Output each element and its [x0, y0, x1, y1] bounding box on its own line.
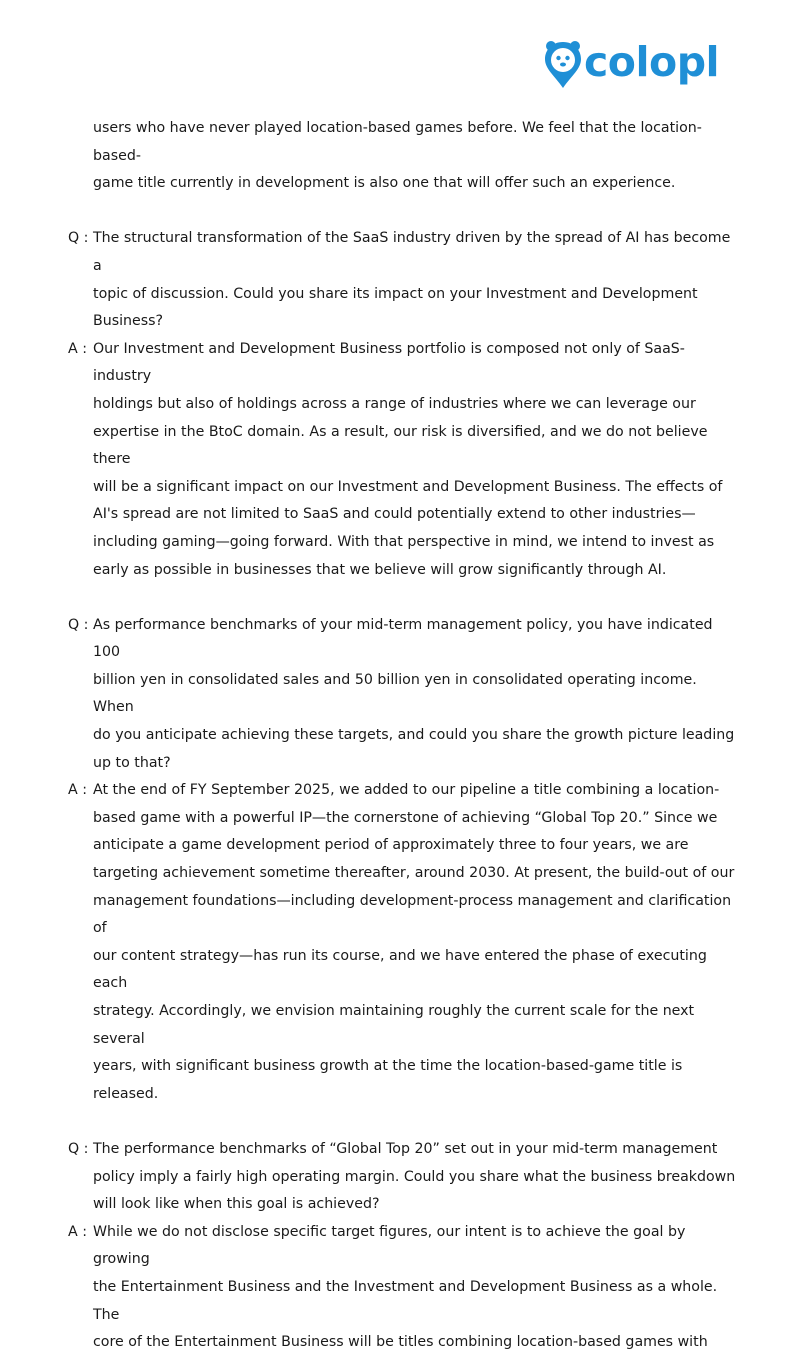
answer-text: While we do not disclose specific target figures, our intent is to achieve the goal by growing the Entertainment Business and the Investment and Development Business as a whole. The core of the Entertainment Business will be titles combining location-based games with	[93, 1223, 718, 1351]
answer-marker: A :	[68, 1223, 87, 1240]
question-text: The structural transformation of the SaaS industry driven by the spread of AI has become a topic of discussion. Could you share its impact on your Investment and Development Business?	[93, 230, 731, 330]
question-text: As performance benchmarks of your mid-term management policy, you have indicated 100 billion yen in consolidated sales and 50 billion yen in consolidated operating income. When do you anticipate achieving these targets, and could you share the growth picture leading up to that?	[93, 616, 735, 771]
bear-mascot-icon	[542, 38, 584, 90]
colopl-logo	[542, 38, 722, 90]
answer-marker: A :	[68, 340, 87, 357]
answer-block	[68, 336, 736, 584]
answer-text: At the end of FY September 2025, we added to our pipeline a title combining a location- based game with a powerful IP—the cornerstone of achieving “Global Top 20.” Since we anticipate a game development period of approximately three to four years, we are targeting achievement sometime thereafter, around 2030. At present, the build-out of our management foundations—including development-process management and clarification of our content strategy—has run its course, and we have entered the phase of executing each strategy. Accordingly, we envision maintaining roughly the current scale for the next several years, with significant business growth at the time the location-based-game title is released.	[93, 782, 735, 1102]
answer-marker: A :	[68, 782, 87, 799]
document-body	[68, 115, 736, 1357]
answer-block	[68, 777, 736, 1108]
question-block	[68, 1136, 736, 1219]
continuation-paragraph: users who have never played location-based games before. We feel that the location-based- game title currently in development is also one that will offer such an experience.	[93, 120, 702, 192]
logo-text: colopl	[584, 37, 720, 86]
answer-text: Our Investment and Development Business portfolio is composed not only of SaaS-industry holdings but also of holdings across a range of industries where we can leverage our expertise in the BtoC domain. As a result, our risk is diversified, and we do not believe there will be a significant impact on our Investment and Development Business. The effects of AI's spread are not limited to SaaS and could potentially extend to other industries— including gaming—going forward. With that perspective in mind, we intend to invest as early as possible in businesses that we believe will grow significantly through AI.	[93, 340, 723, 578]
question-block	[68, 612, 736, 778]
answer-block	[68, 1219, 736, 1357]
question-marker: Q :	[68, 616, 89, 633]
question-block	[68, 225, 736, 335]
question-marker: Q :	[68, 230, 89, 247]
question-text: The performance benchmarks of “Global Top 20” set out in your mid-term management policy imply a fairly high operating margin. Could you share what the business breakdown will look like when this goal is achieved?	[93, 1140, 736, 1213]
question-marker: Q :	[68, 1140, 89, 1157]
